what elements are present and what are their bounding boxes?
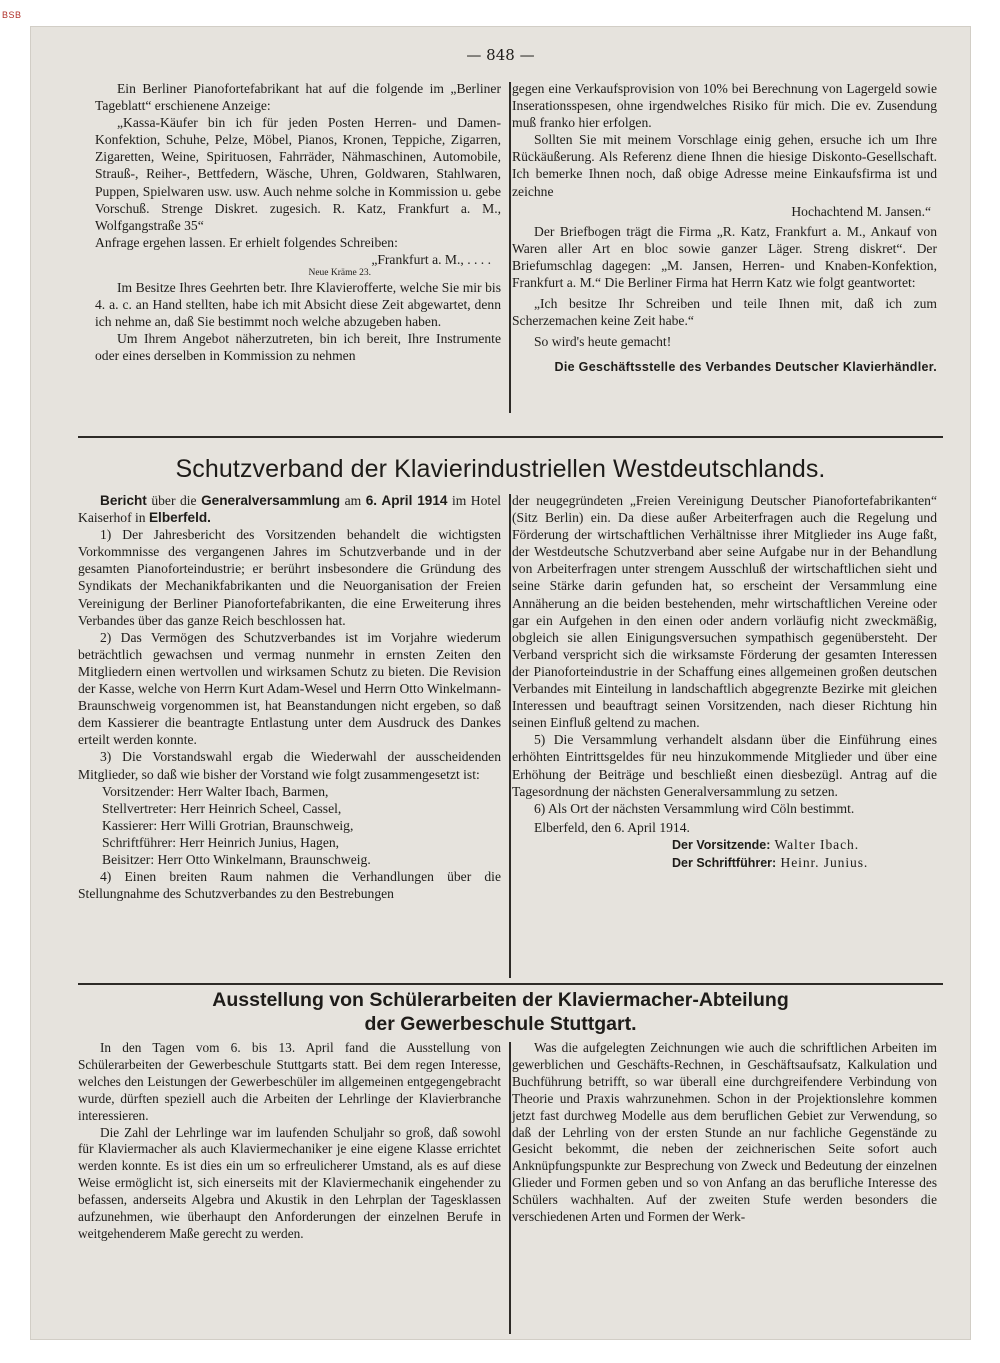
top-right-column bbox=[512, 80, 937, 377]
column-rule bbox=[509, 494, 511, 978]
intro-bold: 6. April 1914 bbox=[365, 493, 448, 508]
section3-left-column bbox=[78, 1040, 501, 1243]
paragraph: 1) Der Jahresbericht des Vorsitzenden behandelt die wichtigsten Vorkommnisse des vergangenen Jahres im Schutzverbande und in der gesamten Pianoforteindustrie; er berührt insbesondere die Gründung des Syndikats der Mechanikfabrikanten und die Neuorganisation der Freien Vereinigung der Berliner Pianofortefabrikanten, die eine Erweiterung ihres Verbandes über das ganze Reich beschlossen hat. bbox=[78, 527, 501, 628]
signature-name: Walter Ibach. bbox=[770, 836, 860, 852]
report-intro bbox=[78, 492, 501, 526]
signature-line bbox=[512, 836, 937, 854]
list-item: Kassierer: Herr Willi Grotrian, Braunschweig, bbox=[102, 817, 354, 833]
letter-closing: Hochachtend M. Jansen.“ bbox=[791, 203, 931, 219]
column-rule bbox=[509, 1042, 511, 1334]
paragraph: 5) Die Versammlung verhandelt alsdann über die Einführung eines erhöhten Eintrittsgeldes für neu hinzukommende Mitglieder und über eine Erhöhung der Beiträge und beschließt einen diesbezügl. Antrag auf die Tagesordnung der nächsten Generalversammlung zu setzen. bbox=[512, 732, 937, 799]
paragraph: 3) Die Vorstandswahl ergab die Wiederwahl der ausscheidenden Mitglieder, so daß wie bisher der Vorstand wie folgt zusammengesetzt ist: bbox=[78, 749, 501, 782]
section-divider bbox=[78, 983, 943, 985]
paragraph: „Ich besitze Ihr Schreiben und teile Ihnen mit, daß ich zum Scherzemachen keine Zeit habe.“ bbox=[512, 296, 937, 329]
letter-address: Neue Kräme 23. bbox=[308, 268, 371, 279]
intro-text: im Hotel Kaiserhof in bbox=[78, 493, 502, 526]
section-divider bbox=[78, 436, 943, 438]
paragraph: 4) Einen breiten Raum nahmen die Verhandlungen über die Stellungnahme des Schutzverbandes zu den Bestrebungen bbox=[78, 869, 501, 902]
paragraph: In den Tagen vom 6. bis 13. April fand die Ausstellung von Schülerarbeiten der Gewerbeschule Stuttgarts statt. Bei dem regen Interesse, welches den Leistungen der Gewerbeschüler im allgemeinen entgegengebracht wurde, dürften speziell auch die Arbeiten der Lehrlinge der Klavierbranche interessieren. bbox=[78, 1040, 501, 1123]
section3-right-column bbox=[512, 1040, 937, 1226]
paragraph: Die Zahl der Lehrlinge war im laufenden Schuljahr so groß, daß sowohl für Klaviermacher als auch Klaviermechaniker je eine eigene Klasse errichtet werden konnte. Es ist dies ein um so erfreulicherer Umstand, als es auf diese Weise ermöglicht ist, sich einerseits mit der Klaviermechanik eingehender zu befassen, anderseits Algebra und Akustik in den Lehrplan der Tagesklassen aufzunehmen, wie überhaupt den Anforderungen der einzelnen Berufe in weitgehenderem Maße gerecht zu werden. bbox=[78, 1124, 501, 1241]
top-left-column bbox=[95, 80, 501, 365]
column-rule bbox=[509, 82, 511, 413]
section-title: Ausstellung von Schülerarbeiten der Klaviermacher-Abteilung bbox=[212, 989, 789, 1011]
paragraph: Der Briefbogen trägt die Firma „R. Katz, Frankfurt a. M., Ankauf von Waren aller Art en bloc sowie ganzer Läger. Streng diskret“. Der Briefumschlag dagegen: „M. Jansen, Herren- und Knaben-Konfektion, Frankfurt a. M.“ Die Berliner Firma hat Herrn Katz wie folgt geantwortet: bbox=[512, 223, 937, 291]
intro-text: über die bbox=[146, 493, 202, 508]
paragraph: gegen eine Verkaufsprovision von 10% bei Berechnung von Lagergeld sowie Inserationsspesen, ohne irgendwelches Risiko für mich. Die ev. Zusendung muß franko hier erfolgen. bbox=[512, 81, 937, 131]
list-item: Stellvertreter: Herr Heinrich Scheel, Cassel, bbox=[102, 800, 342, 816]
paragraph: So wird's heute gemacht! bbox=[534, 334, 672, 350]
paragraph: der neugegründeten „Freien Vereinigung Deutscher Pianofortefabrikanten“ (Sitz Berlin) ein. Da diese außer Arbeiterfragen auch die Regelung und Förderung der wirtschaftlichen Verhältnisse ihrer Mitglieder ins Auge faßt, der Westdeutsche Schutzverband aber seine Aufgabe nur in der Behandlung von Arbeiterfragen unter strengem Ausschluß der wirtschaftlichen sieht und seine Stärke darin gefunden hat, so erscheint der Versammlung eine Annäherung an die beiden bestehenden, mehr wirtschaftlichen Vereine oder gar ein Aufgehen in den einen oder andern vorläufig nicht zweckmäßig, obgleich sie allen Einigungsversuchen sympathisch gegenübersteht. Der Verband verspricht sich die wirksamste Förderung der gesamten Interessen der Pianoforteindustrie in der Schaffung eines allgemeinen großen deutschen Verbandes mit Einteilung in landschaftlich abgegrenzte Bezirke mit gleichen Interessen und beauftragt seinen Vorsitzenden, nach dieser Richtung hin seinen Einfluß geltend zu machen. bbox=[512, 493, 937, 731]
library-watermark: BSB bbox=[2, 10, 22, 20]
intro-bold: Generalversammlung bbox=[201, 493, 341, 508]
signature-label: Der Schriftführer: bbox=[672, 855, 777, 870]
paragraph: 6) Als Ort der nächsten Versammlung wird Cöln bestimmt. bbox=[534, 800, 855, 816]
scanned-page bbox=[30, 26, 971, 1340]
letter-place-line: „Frankfurt a. M., . . . . bbox=[371, 251, 491, 267]
paragraph: Im Besitze Ihres Geehrten betr. Ihre Klavierofferte, welche Sie mir bis 4. a. c. an Hand stellten, habe ich mit Absicht diese Zeit abgewartet, denn ich nehme an, daß Sie bestimmt noch welche abzugeben haben. bbox=[95, 280, 501, 330]
paragraph: Sollten Sie mit meinem Vorschlage einig gehen, ersuche ich um Ihre Rückäußerung. Als Referenz diene Ihnen die hiesige Diskonto-Gesellschaft. Ich bemerke Ihnen noch, daß obige Adresse meine Einkaufsfirma ist und zeichne bbox=[512, 132, 937, 199]
intro-bold: Bericht bbox=[100, 493, 147, 508]
paragraph: Was die aufgelegten Zeichnungen wie auch die schriftlichen Arbeiten im gewerblichen und Geschäfts-Rechnen, in Geschäftsaufsatz, Kalkulation und Buchführung betrifft, so war überall eine durchgreifendere Verbindung von Theorie und Praxis wahrzunehmen. Schon in der Projektionslehre kommen jetzt fast durchweg Modelle aus dem beruflichen Gebiet zur Verwendung, so daß der Lehrling von der ersten Stunde an nur fachliche Gegenstände zu Gesicht bekommt, die neben der zeichnerischen Seite sofort auch Anknüpfungspunkte zur Besprechung von Zweck und Bedeutung der einzelnen Glieder und Formen geben und so von Anfang an das berufliche Interesse des Schülers wachhalten. Auf der zweiten Stufe werden besonders die verschiedenen Arten und Formen der Werk- bbox=[512, 1040, 937, 1225]
list-item: Vorsitzender: Herr Walter Ibach, Barmen, bbox=[102, 783, 329, 799]
intro-text: am bbox=[340, 493, 366, 508]
signature-name: Heinr. Junius. bbox=[776, 854, 869, 870]
paragraph: Ein Berliner Pianofortefabrikant hat auf die folgende im „Berliner Tageblatt“ erschienene Anzeige: bbox=[95, 81, 501, 114]
intro-bold: Elberfeld. bbox=[148, 510, 211, 526]
section2-right-column bbox=[512, 492, 937, 872]
board-list bbox=[78, 783, 501, 868]
quoted-advertisement: „Kassa-Käufer bin ich für jeden Posten Herren- und Damen-Konfektion, Schuhe, Pelze, Möbel, Pianos, Kronen, Teppiche, Zigarren, Zigaretten, Weine, Spirituosen, Fahrräder, Nähmaschinen, Automobile, Strauß-, Reiher-, Bettfedern, Wäsche, Uhren, Goldwaren, Stahlwaren, Puppen, Spielwaren usw. usw. Auch nehme solche in Kommission u. gebe Vorschuß. Strenge Diskret. zugesich. R. Katz, Frankfurt a. M., Wolfgangstraße 35“ bbox=[95, 115, 501, 233]
signature-line bbox=[512, 854, 937, 872]
signature-line: Die Geschäftsstelle des Verbandes Deutscher Klavierhändler. bbox=[554, 360, 937, 375]
paragraph: Anfrage ergehen lassen. Er erhielt folgendes Schreiben: bbox=[95, 234, 398, 250]
signature-label: Der Vorsitzende: bbox=[672, 837, 771, 852]
paragraph: 2) Das Vermögen des Schutzverbandes ist im Vorjahre wiederum beträchtlich gewachsen und vermag nunmehr in ernsten Zeiten den Mitgliedern einen wertvollen und wirksamen Schutz zu bieten. Die Revision der Kasse, welche von Herrn Kurt Adam-Wesel und Herrn Otto Winkelmann-Braunschweig vorgenommen ist, hat Beanstandungen nicht ergeben, so daß dem Kassierer die beantragte Entlastung unter dem Ausdruck des Dankes erteilt werden konnte. bbox=[78, 629, 501, 748]
section2-left-column bbox=[78, 492, 501, 902]
list-item: Schriftführer: Herr Heinrich Junius, Hagen, bbox=[102, 834, 340, 850]
section-title: Schutzverband der Klavierindustriellen Westdeutschlands. bbox=[175, 455, 826, 483]
page-number: — 848 — bbox=[466, 46, 535, 64]
paragraph: Um Ihrem Angebot näherzutreten, bin ich bereit, Ihre Instrumente oder eines derselben in Kommission zu nehmen bbox=[95, 331, 501, 364]
date-line: Elberfeld, den 6. April 1914. bbox=[534, 819, 690, 835]
list-item: Beisitzer: Herr Otto Winkelmann, Braunschweig. bbox=[102, 851, 371, 867]
section-title: der Gewerbeschule Stuttgart. bbox=[364, 1013, 637, 1035]
